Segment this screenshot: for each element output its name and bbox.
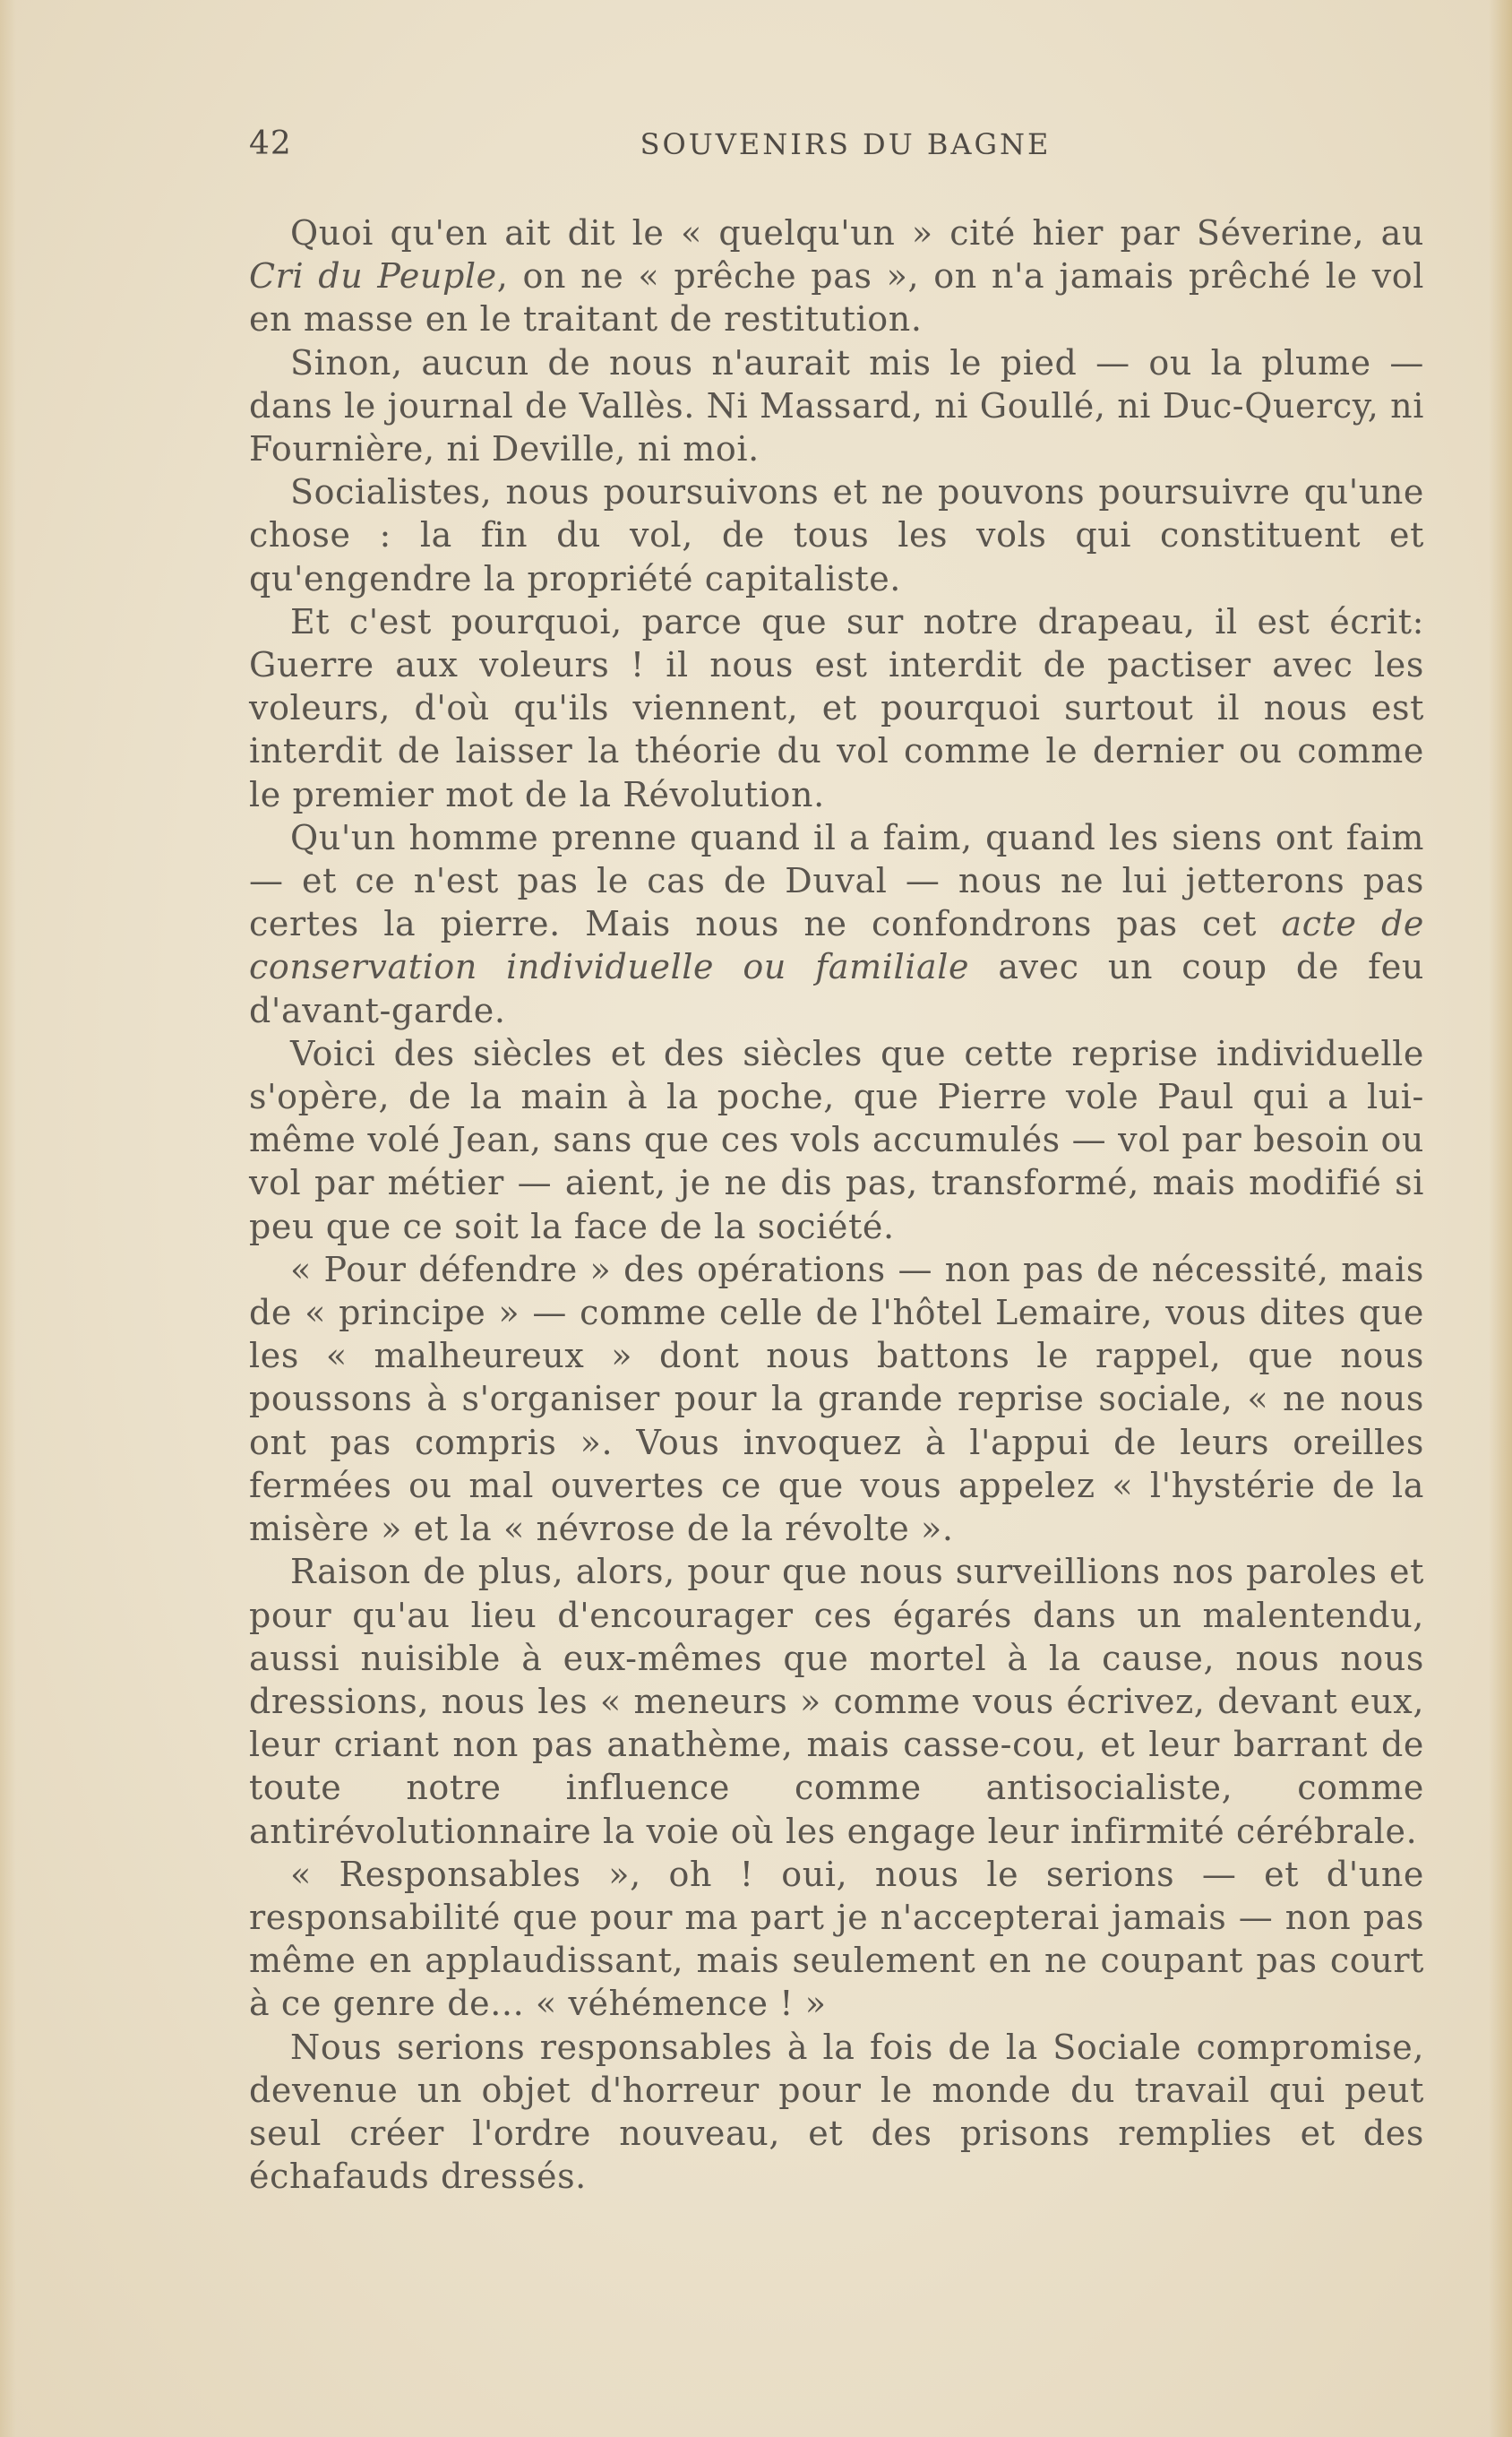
page-edge-shadow-left (0, 0, 16, 2437)
text-run: « Responsables », oh ! oui, nous le serions — et d'une responsabilité que pour ma part je n'accepterai jamais — non pas même en applaudissant, mais seulement en ne coupant pas court à ce genre de... « véhémence ! » (249, 1854, 1424, 2024)
paragraph (249, 600, 1424, 816)
body-text (249, 211, 1424, 2198)
paragraph (249, 2026, 1424, 2199)
text-run: Qu'un homme prenne quand il a faim, quand les siens ont faim — et ce n'est pas le cas de Duval — nous ne lui jetterons pas certes la pierre. Mais nous ne confondrons pas cet (249, 817, 1424, 944)
paragraph (249, 211, 1424, 341)
italic-text: acte de conservation individuelle ou familiale (249, 904, 1424, 987)
paragraph (249, 341, 1424, 471)
text-run: , on ne « prêche pas », on n'a jamais prêché le vol en masse en le traitant de restitution. (249, 256, 1424, 340)
running-title: SOUVENIRS DU BAGNE (640, 127, 1052, 161)
paragraph (249, 1853, 1424, 2026)
text-run: Raison de plus, alors, pour que nous surveillions nos paroles et pour qu'au lieu d'encourager ces égarés dans un malentendu, aussi nuisible à eux-mêmes que mortel à la cause, nous nous dressions, nous les « meneurs » comme vous écrivez, devant eux, leur criant non pas anathème, mais casse-cou, et leur barrant de toute notre influence comme antisocialiste, comme antirévolutionnaire la voie où les engage leur infirmité cérébrale. (249, 1552, 1424, 1851)
text-run: Sinon, aucun de nous n'aurait mis le pied — ou la plume — dans le journal de Vallès. Ni Massard, ni Goullé, ni Duc-Quercy, ni Fournière, ni Deville, ni moi. (249, 342, 1424, 469)
text-run: avec un coup de feu d'avant-garde. (249, 947, 1424, 1030)
text-run: Voici des siècles et des siècles que cette reprise individuelle s'opère, de la main à la poche, que Pierre vole Paul qui a lui-même volé Jean, sans que ces vols accumulés — vol par besoin ou vol par métier — aient, je ne dis pas, transformé, mais modifié si peu que ce soit la face de la société. (249, 1033, 1424, 1246)
paragraph (249, 816, 1424, 1032)
paragraph (249, 470, 1424, 600)
text-run: Quoi qu'en ait dit le « quelqu'un » cité hier par Séverine, au (290, 213, 1424, 253)
paragraph (249, 1550, 1424, 1852)
text-run: « Pour défendre » des opérations — non pas de nécessité, mais de « principe » — comme celle de l'hôtel Lemaire, vous dites que les « malheureux » dont nous battons le rappel, que nous poussons à s'organiser pour la grande reprise sociale, « ne nous ont pas compris ». Vous invoquez à l'appui de leurs oreilles fermées ou mal ouvertes ce que vous appelez « l'hystérie de la misère » et la « névrose de la révolte ». (249, 1249, 1424, 1549)
text-run: Socialistes, nous poursuivons et ne pouvons poursuivre qu'une chose : la fin du vol, de tous les vols qui constituent et qu'engendre la propriété capitaliste. (249, 472, 1424, 598)
page-number: 42 (249, 125, 292, 162)
text-run: Et c'est pourquoi, parce que sur notre drapeau, il est écrit: Guerre aux voleurs ! il nous est interdit de pactiser avec les voleurs, d'où qu'ils viennent, et pourquoi surtout il nous est interdit de laisser la théorie du vol comme le dernier ou comme le premier mot de la Révolution. (249, 601, 1424, 814)
page-edge-shadow-right (1489, 0, 1512, 2437)
page-header (249, 125, 1424, 170)
italic-text: Cri du Peuple (249, 256, 497, 297)
paragraph (249, 1032, 1424, 1248)
text-run: Nous serions responsables à la fois de la Sociale compromise, devenue un objet d'horreur pour le monde du travail qui peut seul créer l'ordre nouveau, et des prisons remplies et des échafauds dressés. (249, 2027, 1424, 2197)
paragraph (249, 1248, 1424, 1550)
